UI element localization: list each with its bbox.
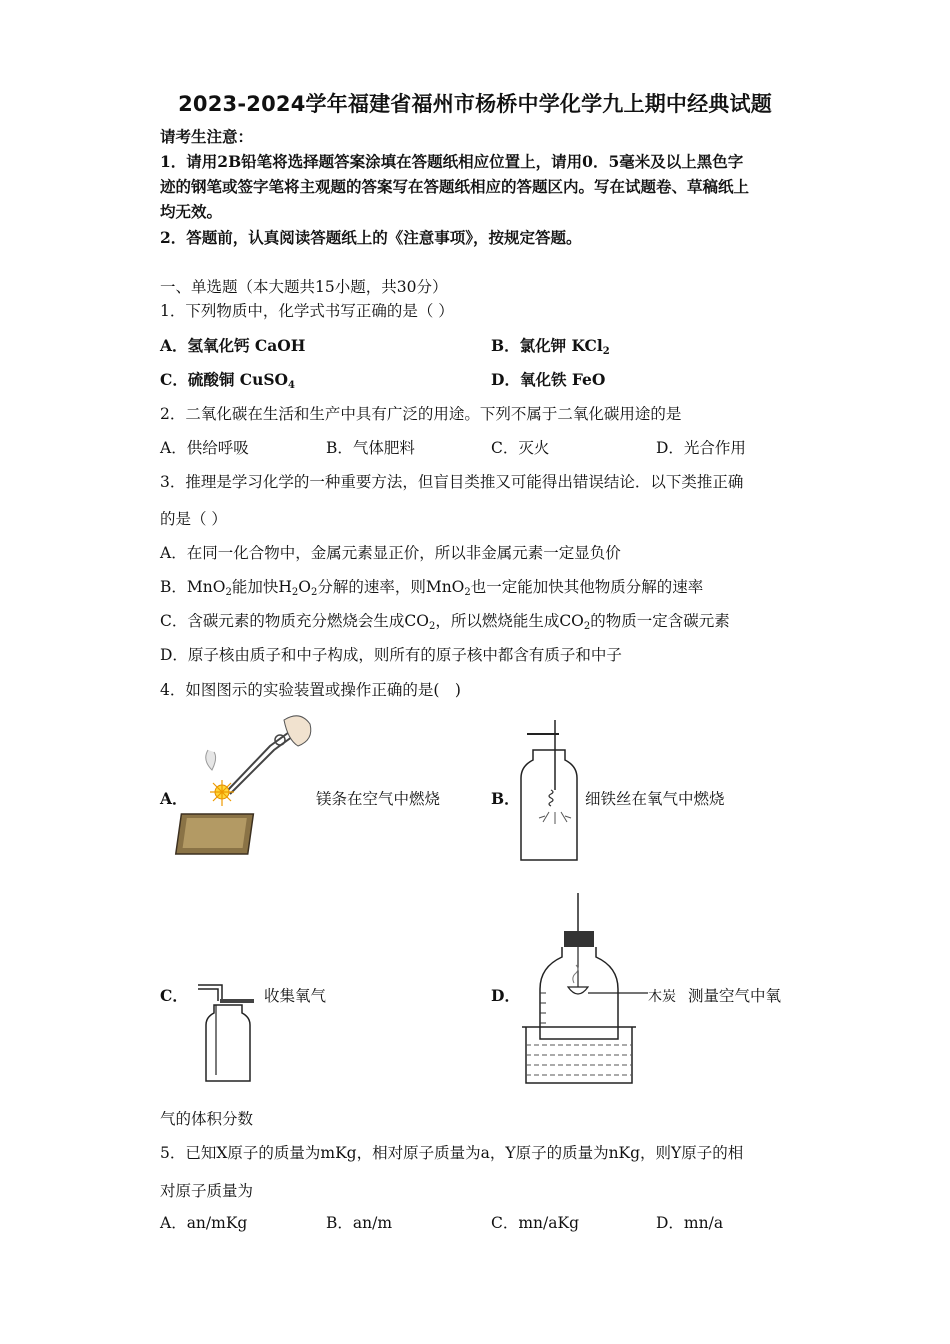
iron-wire-burning-figure <box>515 720 585 865</box>
oxygen-collection-figure <box>192 975 262 1085</box>
q3-option-b: B．MnO$_2$能加快$H_2O_2$分解的速率，则MnO$_2$也一定能加快其他物质分解的速率 <box>160 578 704 598</box>
notice-line-1a: 1．请用2B铅笔将选择题答案涂填在答题纸相应位置上，请用0．5毫米及以上黑色字 <box>160 152 744 171</box>
q2-option-c: C．灭火 <box>491 439 550 457</box>
q3-option-d: D．原子核由质子和中子构成，则所有的原子核中都含有质子和中子 <box>160 646 622 664</box>
q1-option-b: B．氯化钾 KCl$_2$ <box>491 336 610 357</box>
q4-option-a-caption: 镁条在空气中燃烧 <box>316 790 441 808</box>
q3-stem-1: 3．推理是学习化学的一种重要方法，但盲目类推又可能得出错误结论．以下类推正确 <box>160 473 744 491</box>
charcoal-label: 木炭 <box>648 989 676 1005</box>
q1-option-a: A．氢氧化钙 CaOH <box>160 336 306 355</box>
page-title: 2023-2024学年福建省福州市杨桥中学化学九上期中经典试题 <box>178 92 772 116</box>
q4-option-d-caption: 测量空气中氧 <box>688 987 782 1005</box>
q5-option-a: A．an/mKg <box>160 1214 248 1232</box>
q4-option-c-caption: 收集氧气 <box>264 987 327 1005</box>
q3-option-a: A．在同一化合物中，金属元素显正价，所以非金属元素一定显负价 <box>160 544 621 562</box>
section-heading: 一、单选题（本大题共15小题，共30分） <box>160 278 448 296</box>
q5-option-d: D．mn/a <box>656 1214 724 1232</box>
q2-stem: 2．二氧化碳在生活和生产中具有广泛的用途。下列不属于二氧化碳用途的是 <box>160 405 682 423</box>
q2-option-d: D．光合作用 <box>656 439 746 457</box>
oxygen-volume-figure <box>520 893 650 1085</box>
q2-option-a: A．供给呼吸 <box>160 439 249 457</box>
q4-option-d-letter: D． <box>491 986 520 1005</box>
q3-stem-2: 的是（ ） <box>160 510 227 528</box>
q4-option-b-caption: 细铁丝在氧气中燃烧 <box>585 790 725 808</box>
q5-stem-2: 对原子质量为 <box>160 1182 254 1200</box>
q4-option-d-continued: 气的体积分数 <box>160 1110 254 1128</box>
q4-option-c-letter: C． <box>160 986 188 1005</box>
notice-line-1c: 均无效。 <box>160 202 223 221</box>
notice-heading: 请考生注意： <box>160 127 254 146</box>
q1-option-c: C．硫酸铜 CuSO$_4$ <box>160 370 296 391</box>
q5-stem-1: 5．已知X原子的质量为mKg，相对原子质量为a，Y原子的质量为nKg，则Y原子的相 <box>160 1144 744 1162</box>
q1-option-d: D．氧化铁 FeO <box>491 370 606 389</box>
notice-line-2: 2．答题前，认真阅读答题纸上的《注意事项》，按规定答题。 <box>160 228 582 247</box>
magnesium-burning-figure <box>188 710 318 860</box>
q4-option-b-letter: B． <box>491 789 520 808</box>
q4-stem: 4．如图图示的实验装置或操作正确的是( ) <box>160 681 461 699</box>
q5-option-c: C．mn/aKg <box>491 1214 580 1232</box>
notice-line-1b: 迹的钢笔或签字笔将主观题的答案写在答题纸相应的答题区内。写在试题卷、草稿纸上 <box>160 177 750 196</box>
q5-option-b: B．an/m <box>326 1214 393 1232</box>
q3-option-c: C．含碳元素的物质充分燃烧会生成$CO_2$，所以燃烧能生成$CO_2$的物质一定含碳元素 <box>160 612 730 632</box>
q2-option-b: B．气体肥料 <box>326 439 415 457</box>
q4-option-a-letter: A． <box>160 789 188 808</box>
q1-stem: 1．下列物质中，化学式书写正确的是（ ） <box>160 302 454 320</box>
